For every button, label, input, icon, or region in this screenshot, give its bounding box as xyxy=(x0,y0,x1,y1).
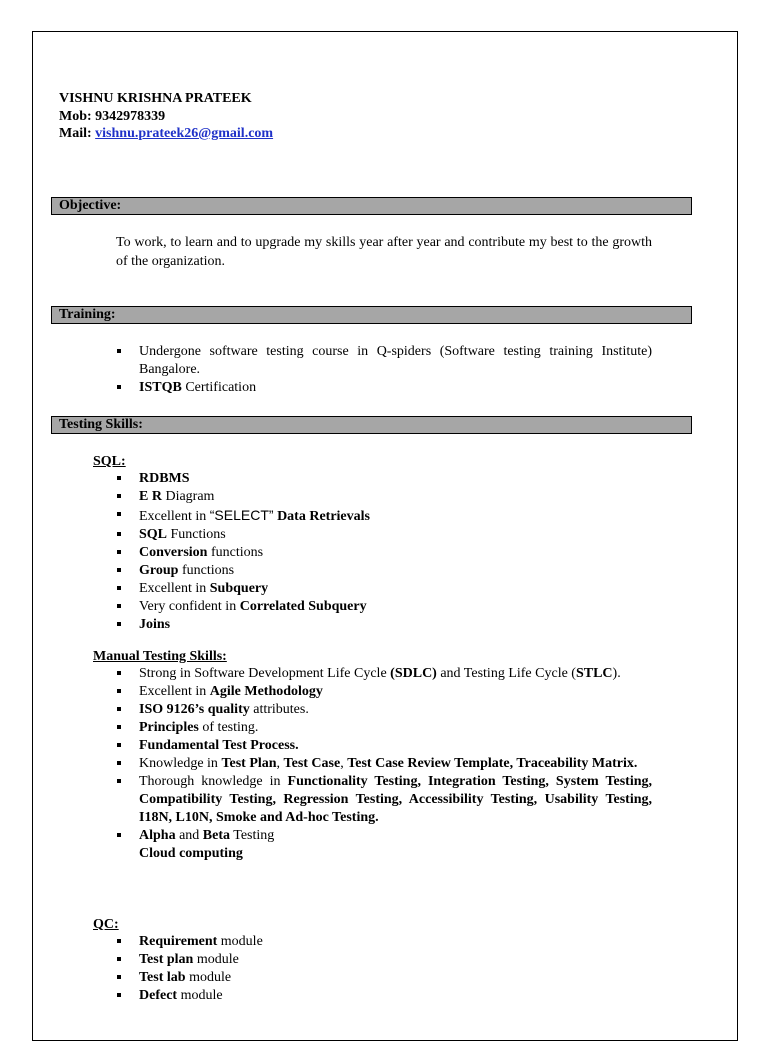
mail-line xyxy=(59,125,273,143)
email-link[interactable]: vishnu.prateek26@gmail.com xyxy=(95,126,274,141)
list-item: Fundamental Test Process. xyxy=(116,737,652,755)
testing-skills-heading: Testing Skills: xyxy=(51,416,692,434)
list-item: Excellent in “SELECT” Data Retrievals xyxy=(116,506,652,526)
list-item: Thorough knowledge in Functionality Testing, Integration Testing, System Testing, Compatibility Testing, Regression Testing, Accessibility Testing, Usability Testing, I18N, L10N, Smoke and Ad-hoc Testing. xyxy=(116,773,652,827)
list-item: E R Diagram xyxy=(116,488,652,506)
list-item: Cloud computing xyxy=(139,846,243,861)
list-item: Conversion functions xyxy=(116,544,652,562)
list-item: ISO 9126’s quality attributes. xyxy=(116,701,652,719)
list-item: Group functions xyxy=(116,562,652,580)
list-item: SQL Functions xyxy=(116,526,652,544)
list-item: Requirement module xyxy=(116,933,652,951)
list-item: Defect module xyxy=(116,987,652,1005)
list-item: Test lab module xyxy=(116,969,652,987)
manual-testing-heading: Manual Testing Skills: xyxy=(93,649,227,664)
mobile-label: Mob: xyxy=(59,108,92,124)
mobile-number: 9342978339 xyxy=(95,108,166,124)
manual-testing-list xyxy=(116,665,652,863)
qc-heading: QC: xyxy=(93,917,119,932)
list-item: Test plan module xyxy=(116,951,652,969)
list-item: Joins xyxy=(116,616,652,634)
list-item: Very confident in Correlated Subquery xyxy=(116,598,652,616)
contact-header xyxy=(59,90,273,143)
mobile-line xyxy=(59,108,273,126)
training-heading: Training: xyxy=(51,306,692,324)
sql-heading: SQL: xyxy=(93,454,126,469)
candidate-name: VISHNU KRISHNA PRATEEK xyxy=(59,91,252,106)
list-item: Undergone software testing course in Q-spiders (Software testing training Institute) Bangalore. xyxy=(116,343,652,379)
list-item: Strong in Software Development Life Cycle (SDLC) and Testing Life Cycle (STLC). xyxy=(116,665,652,683)
sql-list xyxy=(116,470,652,634)
list-item: Excellent in Agile Methodology xyxy=(116,683,652,701)
list-item: Knowledge in Test Plan, Test Case, Test Case Review Template, Traceability Matrix. xyxy=(116,755,652,773)
list-item: Alpha and Beta Testing xyxy=(116,827,652,845)
list-item: ISTQB Certification xyxy=(116,379,652,397)
list-item: Excellent in Subquery xyxy=(116,580,652,598)
mail-label: Mail: xyxy=(59,126,92,141)
list-item: RDBMS xyxy=(116,470,652,488)
list-item: Principles of testing. xyxy=(116,719,652,737)
qc-list xyxy=(116,933,652,1005)
objective-heading: Objective: xyxy=(51,197,692,215)
training-list xyxy=(116,343,652,397)
objective-text: To work, to learn and to upgrade my skills year after year and contribute my best to the growth of the organization. xyxy=(116,235,652,269)
